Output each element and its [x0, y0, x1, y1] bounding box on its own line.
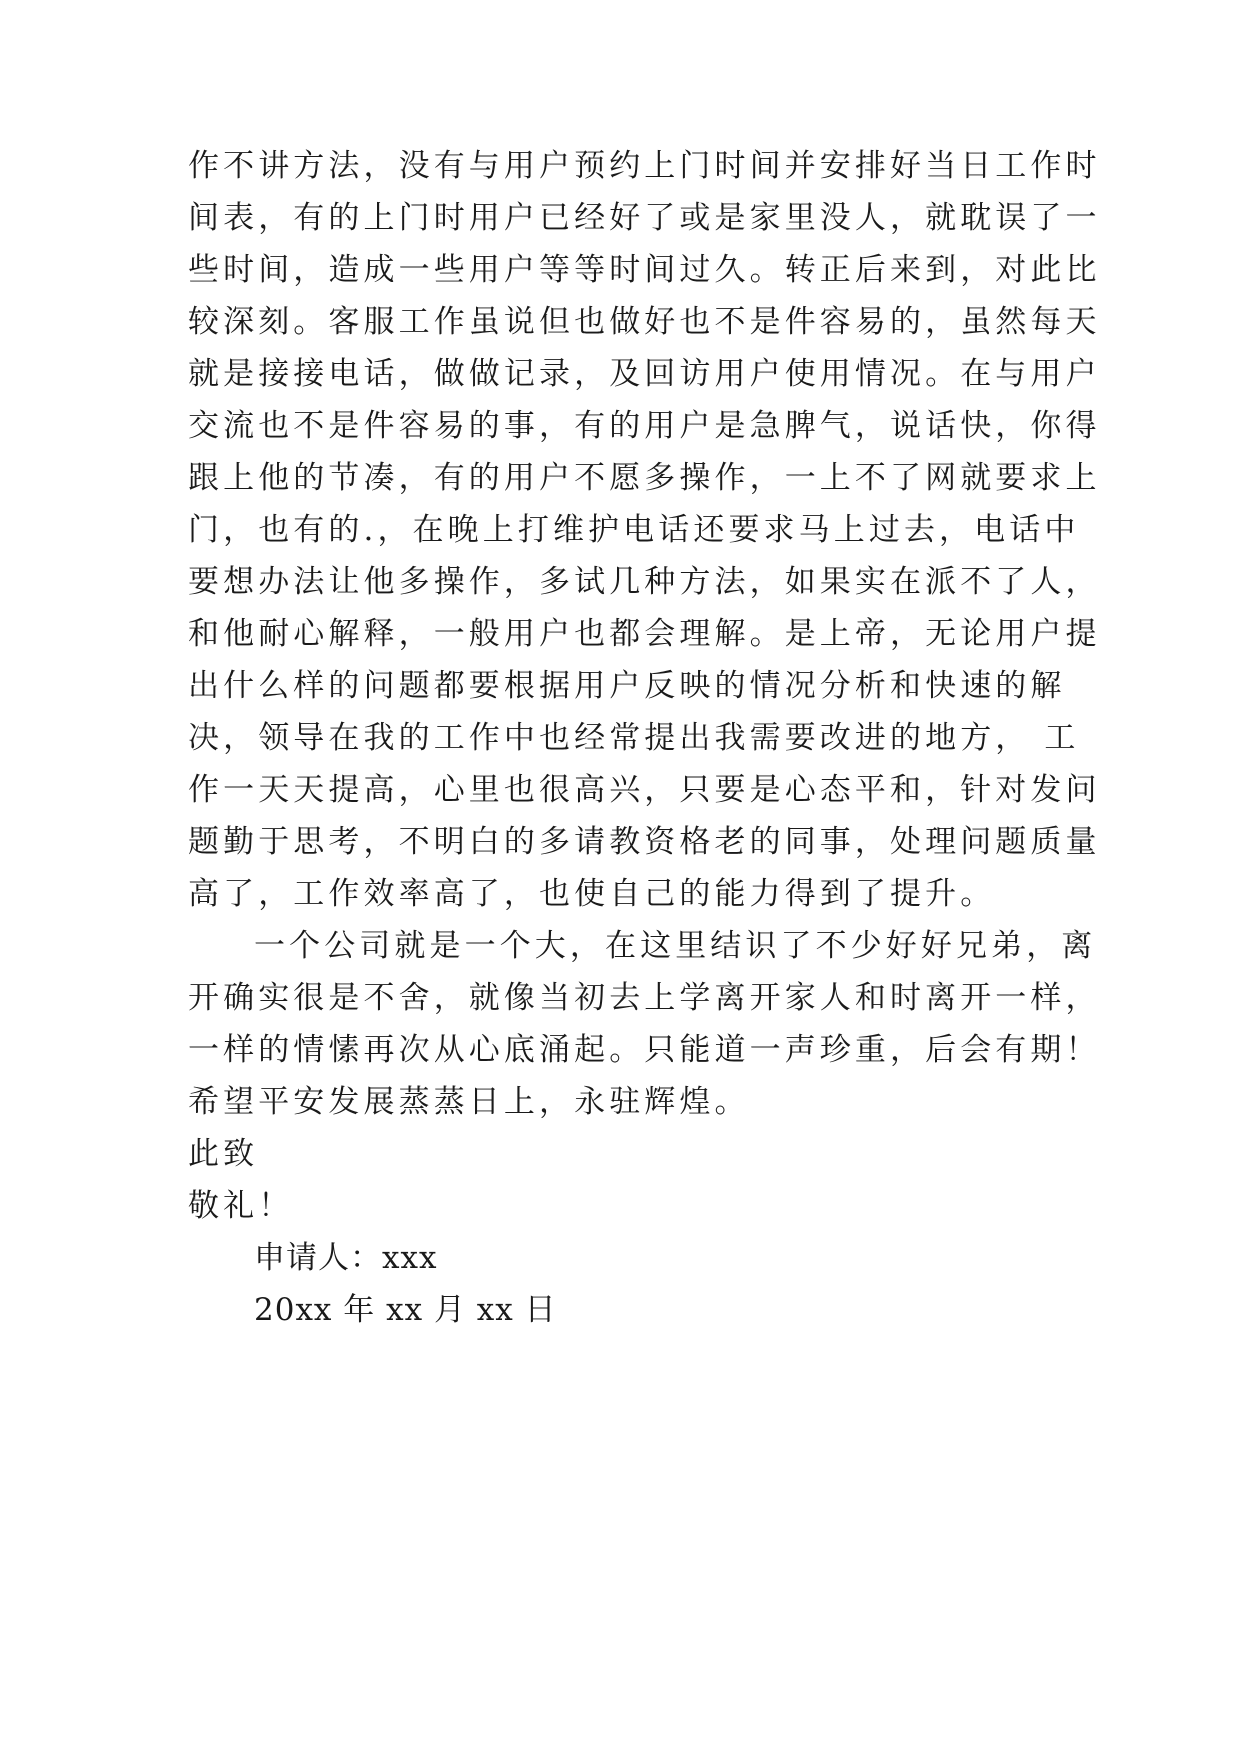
body-line: 希望平安发展蒸蒸日上，永驻辉煌。	[188, 1084, 750, 1120]
body-line: 一样的情愫再次从心底涌起。只能道一声珍重，后会有期！	[188, 1032, 1101, 1068]
paragraph-start-line: 一个公司就是一个大，在这里结识了不少好好兄弟，离	[254, 928, 1097, 964]
body-line: 交流也不是件容易的事，有的用户是急脾气，说话快，你得	[188, 408, 1101, 444]
signature-date: 20xx 年 xx 月 xx 日	[254, 1292, 557, 1328]
body-line: 些时间，造成一些用户等等时间过久。转正后来到，对此比	[188, 252, 1101, 288]
body-line: 作不讲方法，没有与用户预约上门时间并安排好当日工作时	[188, 148, 1101, 184]
body-line: 较深刻。客服工作虽说但也做好也不是件容易的，虽然每天	[188, 304, 1101, 340]
body-line: 高了，工作效率高了，也使自己的能力得到了提升。	[188, 876, 996, 912]
body-line: 间表，有的上门时用户已经好了或是家里没人，就耽误了一	[188, 200, 1101, 236]
body-line: 决，领导在我的工作中也经常提出我需要改进的地方， 工	[188, 720, 1080, 756]
body-line: 就是接接电话，做做记录，及回访用户使用情况。在与用户	[188, 356, 1101, 392]
closing-regards: 敬礼！	[188, 1188, 294, 1224]
body-line: 要想办法让他多操作，多试几种方法，如果实在派不了人，	[188, 564, 1101, 600]
body-line: 作一天天提高，心里也很高兴，只要是心态平和，针对发问	[188, 772, 1101, 808]
body-line: 和他耐心解释，一般用户也都会理解。是上帝，无论用户提	[188, 616, 1101, 652]
body-line: 出什么样的问题都要根据用户反映的情况分析和快速的解	[188, 668, 1066, 704]
applicant-signature: 申请人：xxx	[254, 1240, 438, 1276]
closing-salutation: 此致	[188, 1136, 259, 1172]
body-line: 题勤于思考，不明白的多请教资格老的同事，处理问题质量	[188, 824, 1101, 860]
body-line: 门，也有的.，在晚上打维护电话还要求马上过去，电话中	[188, 512, 1080, 548]
body-line: 跟上他的节凑，有的用户不愿多操作，一上不了网就要求上	[188, 460, 1101, 496]
body-line: 开确实很是不舍，就像当初去上学离开家人和时离开一样，	[188, 980, 1101, 1016]
